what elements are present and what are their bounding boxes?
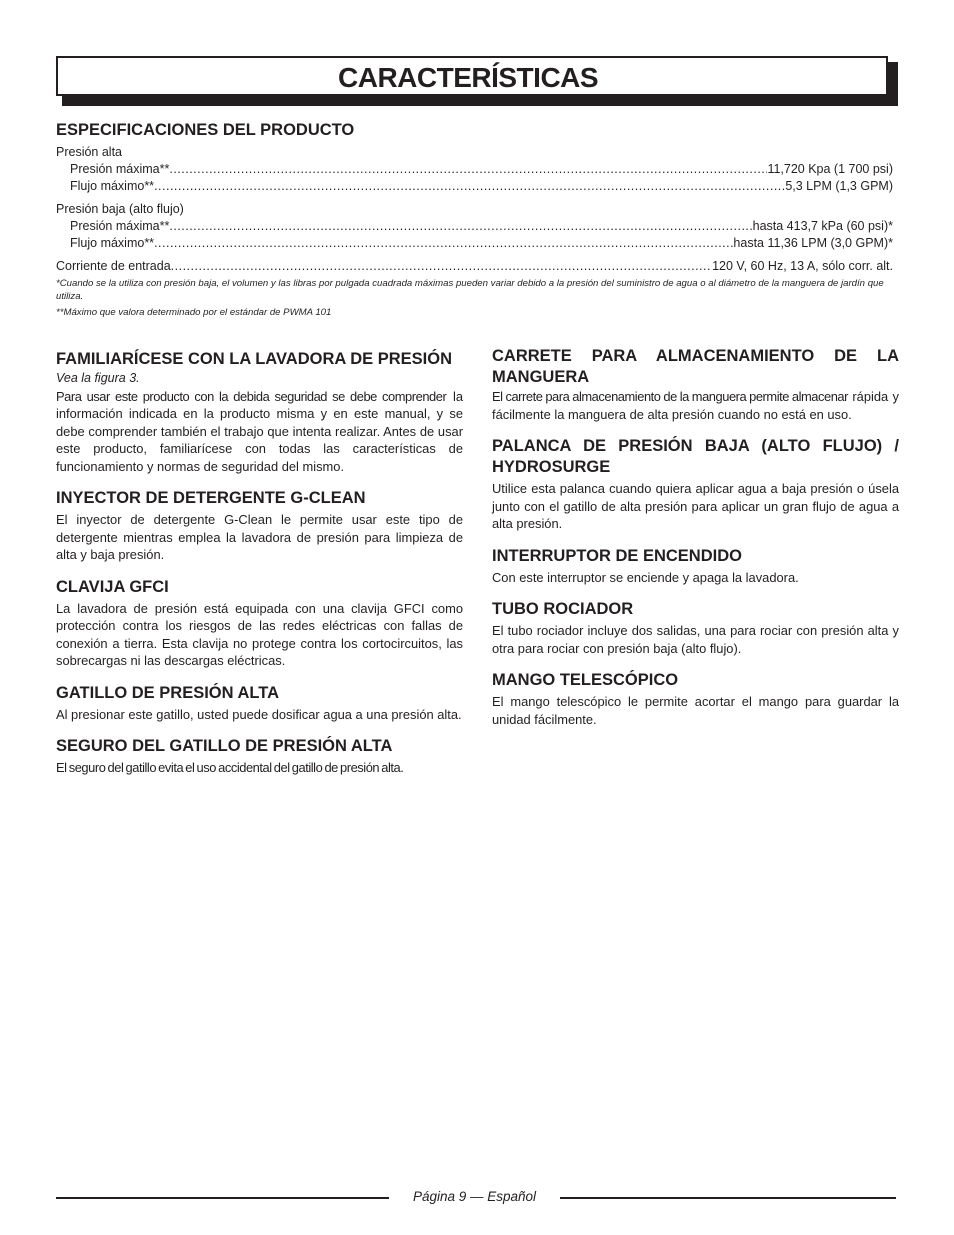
section-gfci-plug <box>56 577 463 670</box>
left-column <box>56 349 463 790</box>
spec-label: Flujo máximo** <box>70 179 155 193</box>
section-text: El tubo rociador incluye dos salidas, una para rociar con presión alta y otra para rociar con presión baja (alto flujo). <box>492 623 899 656</box>
spec-row <box>56 235 898 252</box>
section-text: Utilice esta palanca cuando quiera aplicar agua a baja presión o úsela junto con el gatillo de alta presión para aplicar un gran flujo de agua a alta presión. <box>492 481 899 531</box>
section-text: Con este interruptor se enciende y apaga la lavadora. <box>492 569 799 585</box>
footer-rule-left <box>56 1197 389 1199</box>
section-heading: CARRETE PARA ALMACENAMIENTO DE LA MANGUERA <box>492 347 899 386</box>
dot-leader <box>154 178 785 195</box>
footer-rule-right <box>560 1197 896 1199</box>
section-heading: MANGO TELESCÓPICO <box>492 671 679 689</box>
specs-heading: ESPECIFICACIONES DEL PRODUCTO <box>56 121 355 139</box>
dot-leader <box>154 235 733 252</box>
section-text: Al presionar este gatillo, usted puede dosificar agua a una presión alta. <box>56 706 462 722</box>
footnote-low-pressure: *Cuando se la utiliza con presión baja, el volumen y las libras por pulgada cuadrada máximas pueden variar debido a la presión del suministro de agua o al diámetro de la manguera de jardín que utiliza. <box>56 278 884 302</box>
footnote-pwma: **Máximo que valora determinado por el estándar de PWMA 101 <box>56 307 332 318</box>
section-heading: INYECTOR DE DETERGENTE G-CLEAN <box>56 489 366 507</box>
section-trigger-lock <box>56 736 463 777</box>
section-hose-reel <box>492 346 899 423</box>
page-footer: Página 9 — Español <box>412 1189 537 1204</box>
section-low-pressure-lever <box>492 436 899 533</box>
section-text-first-line: Para usar este producto con la debida seguridad se debe comprender <box>56 388 447 404</box>
spec-group-low-pressure: Presión baja (alto flujo) <box>56 202 184 216</box>
section-heading: SEGURO DEL GATILLO DE PRESIÓN ALTA <box>56 737 393 755</box>
spec-value: 11,720 Kpa (1 700 psi) <box>767 162 893 176</box>
section-heading: PALANCA DE PRESIÓN BAJA (ALTO FLUJO) / HYDROSURGE <box>492 437 899 476</box>
section-text-first-line: El carrete para almacenamiento de la manguera permite almacenar <box>492 389 848 404</box>
right-column <box>492 346 899 741</box>
section-telescoping-handle <box>492 670 899 728</box>
spec-row-input-current <box>56 258 898 275</box>
dot-leader <box>169 161 767 178</box>
page-title: CARACTERÍSTICAS <box>56 56 888 96</box>
dot-leader <box>171 258 712 275</box>
spec-value: 120 V, 60 Hz, 13 A, sólo corr. alt. <box>712 259 893 273</box>
section-text-rest: rápida y fácilmente la manguera de alta presión cuando no está en uso. <box>492 389 899 422</box>
section-heading: FAMILIARÍCESE CON LA LAVADORA DE PRESIÓN <box>56 350 453 368</box>
section-text-rest: la información indicada en la producto misma y en este manual, y se debe comprender también el trabajo que intenta realizar. Antes de usar este producto, familiarícese con todas las características de funcionamiento y normas de seguridad del mismo. <box>56 388 463 474</box>
spec-label: Presión máxima** <box>70 219 170 233</box>
spec-row <box>56 178 898 195</box>
spec-value: 5,3 LPM (1,3 GPM) <box>785 179 893 193</box>
spec-label: Presión máxima** <box>70 162 170 176</box>
spec-row <box>56 218 898 235</box>
spec-value: hasta 413,7 kPa (60 psi)* <box>752 219 893 233</box>
section-text: El seguro del gatillo evita el uso accidental del gatillo de presión alta. <box>56 760 404 775</box>
section-heading: CLAVIJA GFCI <box>56 577 169 596</box>
section-familiarize <box>56 349 463 475</box>
section-text <box>56 388 463 476</box>
spec-label: Flujo máximo** <box>70 236 155 250</box>
section-text <box>492 388 899 423</box>
spec-value: hasta 11,36 LPM (3,0 GPM)* <box>733 236 893 250</box>
section-spray-wand <box>492 599 899 657</box>
section-heading: INTERRUPTOR DE ENCENDIDO <box>492 546 742 565</box>
spec-row <box>56 161 898 178</box>
section-text: El mango telescópico le permite acortar el mango para guardar la unidad fácilmente. <box>492 694 899 727</box>
section-high-pressure-trigger <box>56 683 463 724</box>
section-detergent-injector <box>56 488 463 564</box>
spec-group-high-pressure: Presión alta <box>56 145 123 159</box>
page-title-banner <box>56 56 898 106</box>
spec-label: Corriente de entrada <box>56 259 171 273</box>
section-power-switch <box>492 546 899 587</box>
section-text: El inyector de detergente G-Clean le permite usar este tipo de detergente mientras emplea la lavadora de presión para limpieza de alta y baja presión. <box>56 512 463 562</box>
section-heading: TUBO ROCIADOR <box>492 600 634 618</box>
dot-leader <box>169 218 752 235</box>
section-text: La lavadora de presión está equipada con una clavija GFCI como protección contra los riesgos de las redes eléctricas con fallas de conexión a tierra. Esta clavija no protege contra los cortocircuitos, las sobrecargas ni las descargas eléctricas. <box>56 600 463 668</box>
product-specifications <box>56 120 898 319</box>
section-heading: GATILLO DE PRESIÓN ALTA <box>56 683 280 702</box>
figure-reference: Vea la figura 3. <box>56 371 140 385</box>
